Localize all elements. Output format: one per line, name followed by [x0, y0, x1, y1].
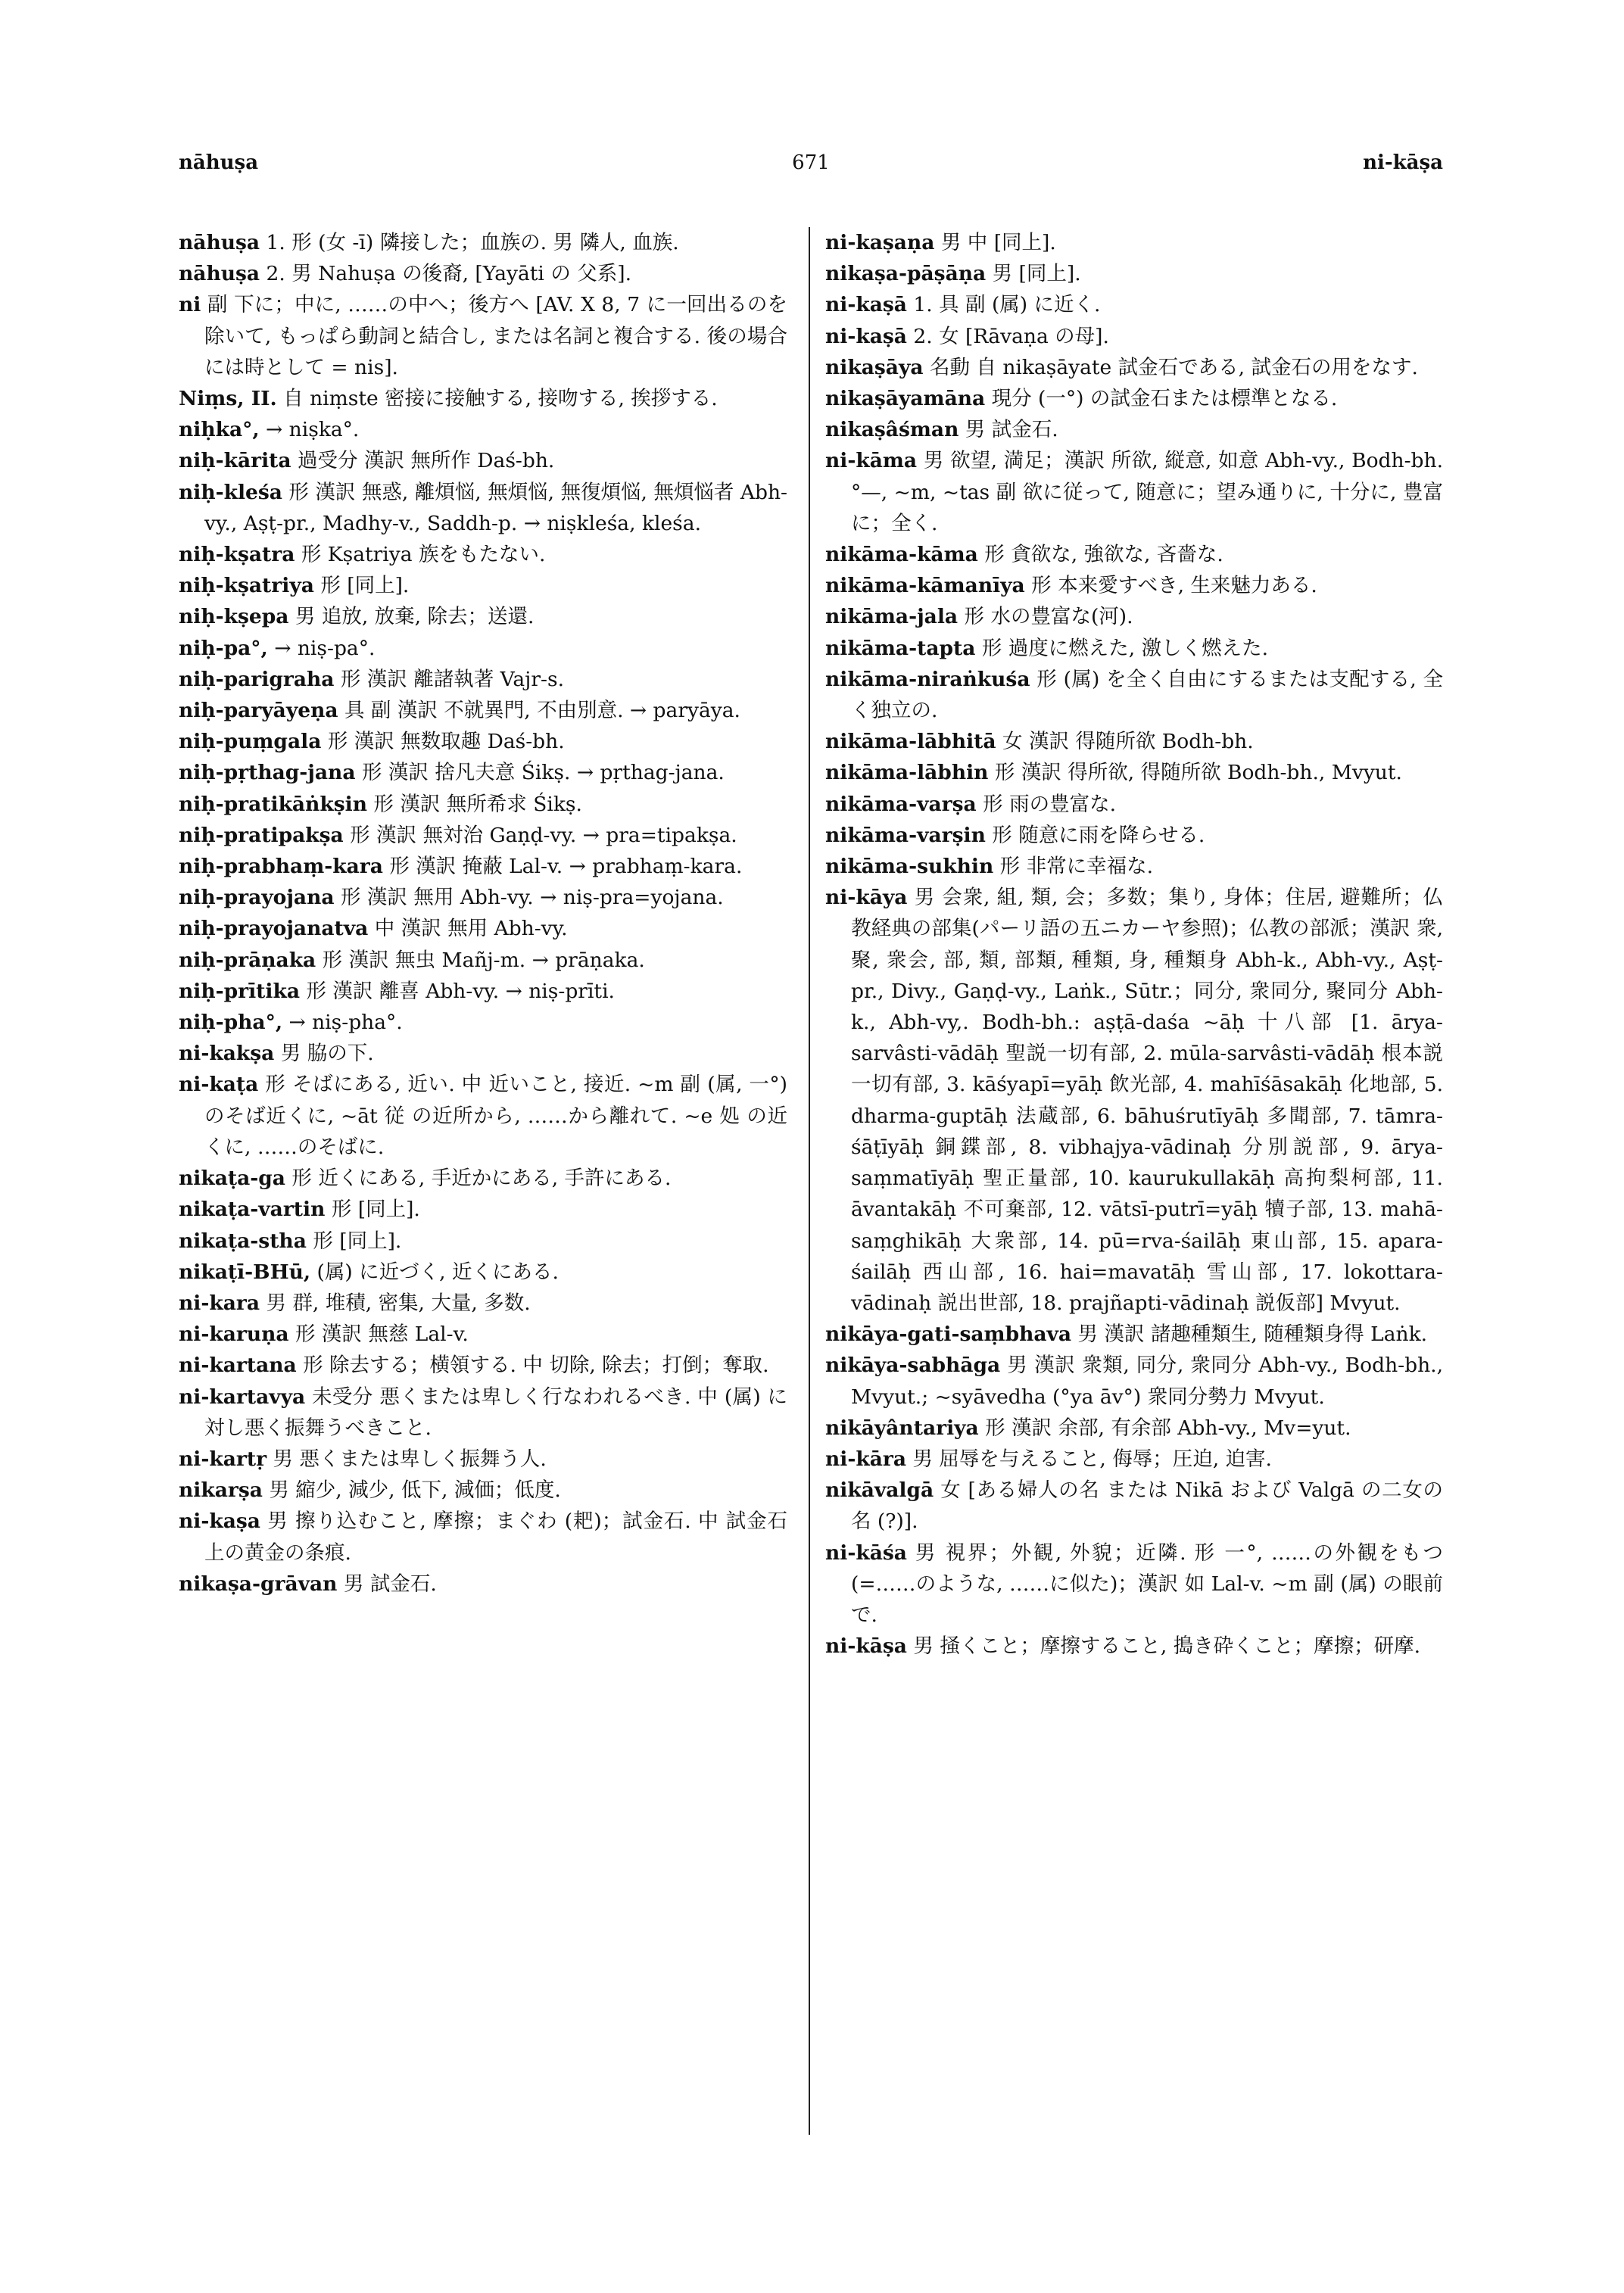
entry-headword: nikaṭa-ga [179, 1167, 285, 1191]
entry-headword: ni-kaṣa [179, 1509, 260, 1534]
entry-headword: niḥ-prāṇaka [179, 948, 316, 972]
entry-definition: 形 水の豊富な(河). [964, 605, 1133, 629]
entry-headword: nikāma-tapta [825, 636, 976, 660]
entry-headword: ni-kāra [825, 1447, 906, 1471]
dictionary-entry [825, 383, 1443, 414]
entry-headword: nikāma-niraṅkuśa [825, 667, 1030, 691]
dictionary-entry [179, 570, 787, 601]
dictionary-entry [825, 1350, 1443, 1412]
dictionary-entry [179, 1163, 787, 1194]
dictionary-entry [179, 1475, 787, 1506]
entry-headword: nikaṭa-stha [179, 1229, 307, 1253]
dictionary-entry [179, 1257, 787, 1288]
entry-headword: nikāyântariya [825, 1416, 979, 1440]
entry-definition: → niṣ-pha°. [288, 1011, 403, 1035]
dictionary-entry [179, 789, 787, 820]
entry-definition: 男 漢訳 諸趣種類生, 随種類身得 Laṅk. [1077, 1323, 1428, 1347]
entry-headword: niḥ-prītika [179, 979, 300, 1003]
dictionary-entry [825, 882, 1443, 1319]
entry-headword: nikāma-kāmanīya [825, 574, 1025, 598]
entry-headword: niḥ-paryāyeṇa [179, 699, 338, 723]
dictionary-entry [825, 1413, 1443, 1444]
dictionary-entry [179, 1194, 787, 1225]
entry-definition: 形 随意に雨を降らせる. [992, 823, 1205, 847]
entry-definition: 男 [同上]. [992, 262, 1081, 286]
entry-definition: 男 擦り込むこと, 摩擦；まぐわ (耙)；試金石. 中 試金石上の黄金の条痕. [204, 1509, 787, 1565]
entry-definition: 形 漢訳 得所欲, 得随所欲 Bodh-bh., Mvyut. [994, 761, 1402, 785]
entry-definition: 男 中 [同上]. [940, 231, 1056, 254]
entry-headword: ni-kara [179, 1291, 260, 1315]
entry-definition: 中 漢訳 無用 Abh-vy. [374, 917, 568, 941]
entry-headword: ni-kāma [825, 449, 918, 473]
dictionary-entry [179, 1069, 787, 1163]
entry-headword: nikaṣâśman [825, 418, 959, 442]
dictionary-entry [825, 539, 1443, 570]
entry-headword: nikaṣa-grāvan [179, 1572, 338, 1596]
entry-headword: ni-kāṣa [825, 1634, 907, 1659]
entry-definition: 形 漢訳 無慈 Lal-v. [295, 1323, 469, 1347]
dictionary-entry [179, 664, 787, 695]
entry-headword: ni-kartṛ [179, 1447, 267, 1471]
entry-definition: 形 漢訳 無用 Abh-vy. → niṣ-pra=yojana. [340, 886, 724, 910]
entry-headword: niḥka°, [179, 418, 260, 442]
dictionary-entry [825, 726, 1443, 757]
entry-definition: 形 近くにある, 手近かにある, 手許にある. [291, 1167, 672, 1191]
entry-headword: ni-kaṭa [179, 1073, 259, 1097]
entry-headword: niḥ-pha°, [179, 1011, 283, 1035]
dictionary-entry [179, 633, 787, 664]
entry-headword: ni-kaṣā [825, 293, 907, 317]
dictionary-entry [179, 1350, 787, 1381]
dictionary-entry [825, 820, 1443, 851]
entry-headword: ni-kāya [825, 886, 908, 910]
dictionary-entry [825, 445, 1443, 539]
dictionary-entry [179, 477, 787, 539]
entry-definition: 男 脇の下. [280, 1042, 374, 1066]
dictionary-entry [179, 726, 787, 757]
dictionary-entry [179, 1007, 787, 1038]
entry-headword: Niṃs, II. [179, 387, 277, 411]
entry-definition: 男 試金石. [965, 418, 1058, 442]
dictionary-entry [179, 383, 787, 414]
entry-definition: 形 [同上]. [331, 1198, 420, 1222]
entry-headword: niḥ-kṣepa [179, 605, 289, 629]
entry-definition: 形 そばにある, 近い. 中 近いこと, 接近. ~m 副 (属, 一°)のそば近くに, ~āt 従 の近所から, ……から離れて. ~e 処 の近くに, ……のそばに. [204, 1073, 787, 1159]
entry-headword: nikāma-kāma [825, 543, 978, 567]
entry-definition: 形 漢訳 余部, 有余部 Abh-vy., Mv=yut. [985, 1416, 1351, 1440]
entry-definition: → niṣka°. [266, 418, 360, 442]
entry-definition: 2. 女 [Rāvaṇa の母]. [913, 324, 1109, 348]
entry-definition: 男 縮少, 減少, 低下, 減価；低度. [269, 1478, 561, 1503]
dictionary-entry [825, 601, 1443, 632]
dictionary-entry [179, 945, 787, 976]
entry-headword: niḥ-prayojana [179, 886, 335, 910]
entry-definition: 現分 (一°) の試金石または標準となる. [991, 387, 1338, 411]
entry-definition: 形 (属) を全く自由にするまたは支配する, 全く独立の. [851, 667, 1443, 723]
dictionary-entry [179, 1288, 787, 1319]
entry-headword: nikāma-varṣin [825, 823, 986, 847]
entry-definition: 形 雨の豊富な. [983, 792, 1116, 816]
entry-headword: niḥ-kārita [179, 449, 291, 473]
entry-headword: ni-karuṇa [179, 1323, 289, 1347]
entry-definition: 形 本来愛すべき, 生来魅力ある. [1031, 574, 1317, 598]
entry-definition: 過受分 漢訳 無所作 Daś-bh. [298, 449, 555, 473]
dictionary-entry [825, 851, 1443, 882]
entry-definition: 形 漢訳 無数取趣 Daś-bh. [327, 730, 565, 754]
dictionary-entry [825, 258, 1443, 289]
entry-headword: ni-kakṣa [179, 1042, 275, 1066]
dictionary-entry [825, 1537, 1443, 1631]
entry-definition: 形 漢訳 無対治 Gaṇḍ-vy. → pra=tipakṣa. [350, 823, 737, 847]
right-column [825, 227, 1443, 1662]
entry-definition: 名動 自 nikaṣāyate 試金石である, 試金石の用をなす. [929, 355, 1418, 379]
entry-definition: 形 漢訳 無虫 Mañj-m. → prāṇaka. [322, 948, 645, 972]
entry-headword: niḥ-pṛthag-jana [179, 761, 356, 785]
entry-definition: 形 過度に燃えた, 激しく燃えた. [981, 636, 1269, 660]
dictionary-entry [825, 789, 1443, 820]
dictionary-entry [179, 1569, 787, 1600]
entry-definition: 副 下に；中に, ……の中へ；後方へ [AV. X 8, 7 に一回出るのを除いて, もっぱら動詞と結合し, または名詞と複合する. 後の場合には時として = nis]. [204, 293, 787, 379]
dictionary-entry [825, 570, 1443, 601]
entry-headword: nikāya-gati-saṃbhava [825, 1323, 1072, 1347]
entry-definition: 2. 男 Nahuṣa の後裔, [Yayāti の 父系]. [266, 262, 631, 286]
entry-definition: 男 視界；外観, 外貌；近隣. 形 一°, ……の外観をもつ (=……のような, ……に似た)；漢訳 如 Lal-v. ~m 副 (属) の眼前で. [851, 1541, 1443, 1627]
entry-headword: niḥ-puṃgala [179, 730, 322, 754]
entry-headword: nikāya-sabhāga [825, 1354, 1001, 1378]
entry-headword: ni-kartana [179, 1354, 297, 1378]
entry-headword: niḥ-prabhaṃ-kara [179, 855, 383, 879]
entry-definition: 男 掻くこと；摩擦すること, 搗き砕くこと；摩擦；研摩. [913, 1634, 1421, 1659]
entry-definition: 形 非常に幸福な. [999, 855, 1154, 879]
dictionary-entry [179, 227, 787, 258]
entry-headword: ni-kaṣā [825, 324, 907, 348]
dictionary-entry [179, 539, 787, 570]
dictionary-entry [179, 601, 787, 632]
entry-definition: 形 貪欲な, 強欲な, 吝嗇な. [984, 543, 1223, 567]
entry-headword: niḥ-pratikāṅkṣin [179, 792, 367, 816]
entry-definition: 男 追放, 放棄, 除去；送還. [295, 605, 535, 629]
entry-headword: niḥ-pratipakṣa [179, 823, 344, 847]
entry-headword: nikāma-lābhitā [825, 730, 996, 754]
entry-headword: nikaṣāyamāna [825, 387, 986, 411]
page-header [179, 151, 1443, 189]
dictionary-entry [179, 258, 787, 289]
dictionary-entry [825, 321, 1443, 352]
dictionary-entry [179, 1038, 787, 1069]
dictionary-entry [179, 289, 787, 383]
dictionary-entry [825, 633, 1443, 664]
entry-headword: nikaṣa-pāṣāṇa [825, 262, 987, 286]
entry-definition: 形 除去する；横領する. 中 切除, 除去；打倒；奪取. [303, 1354, 769, 1378]
dictionary-entry [825, 414, 1443, 445]
column-divider [809, 227, 810, 2135]
entry-headword: nāhuṣa [179, 231, 260, 254]
dictionary-entry [825, 227, 1443, 258]
entry-definition: 具 副 漢訳 不就異門, 不由別意. → paryāya. [344, 699, 740, 723]
entry-definition: 女 漢訳 得随所欲 Bodh-bh. [1002, 730, 1254, 754]
entry-headword: nāhuṣa [179, 262, 260, 286]
entry-definition: 男 悪くまたは卑しく振舞う人. [273, 1447, 547, 1471]
entry-headword: nikaṭī-BHū, [179, 1260, 311, 1284]
entry-headword: nikaṭa-vartin [179, 1198, 326, 1222]
entry-definition: 男 漢訳 衆類, 同分, 衆同分 Abh-vy., Bodh-bh., Mvyut.; ~syāvedha (°ya āv°) 衆同分勢力 Mvyut. [851, 1354, 1443, 1409]
entry-headword: ni [179, 293, 201, 317]
entry-headword: niḥ-prayojanatva [179, 917, 369, 941]
entry-definition: 形 漢訳 掩蔽 Lal-v. → prabhaṃ-kara. [389, 855, 743, 879]
running-head-left: nāhuṣa [179, 151, 259, 174]
dictionary-entry [179, 976, 787, 1007]
dictionary-entry [179, 757, 787, 788]
dictionary-entry [825, 1475, 1443, 1537]
entry-headword: niḥ-parigraha [179, 667, 335, 691]
entry-definition: 1. 形 (女 -ī) 隣接した；血族の. 男 隣人, 血族. [266, 231, 679, 254]
dictionary-entry [179, 851, 787, 882]
dictionary-entry [179, 1444, 787, 1475]
entry-definition: → niṣ-pa°. [274, 636, 376, 660]
dictionary-entry [179, 882, 787, 913]
entry-definition: 形 漢訳 離諸執著 Vajr-s. [340, 667, 565, 691]
entry-headword: nikāvalgā [825, 1478, 934, 1503]
entry-definition: 形 漢訳 離喜 Abh-vy. → niṣ-prīti. [306, 979, 615, 1003]
entry-headword: nikāma-lābhin [825, 761, 989, 785]
dictionary-entry [179, 445, 787, 476]
entry-definition: 形 漢訳 捨凡夫意 Śikṣ. → pṛthag-jana. [361, 761, 725, 785]
entry-definition: 1. 具 副 (属) に近く. [913, 293, 1101, 317]
dictionary-entry [825, 289, 1443, 320]
left-column [179, 227, 787, 1600]
dictionary-entry [825, 664, 1443, 726]
entry-headword: nikaṣāya [825, 355, 924, 379]
entry-headword: ni-kaṣaṇa [825, 231, 935, 254]
dictionary-entry [825, 1444, 1443, 1475]
running-head-right: ni-kāṣa [1363, 151, 1443, 174]
entry-headword: nikāma-jala [825, 605, 959, 629]
entry-definition: 形 [同上]. [313, 1229, 402, 1253]
entry-headword: nikāma-varṣa [825, 792, 977, 816]
entry-definition: 男 群, 堆積, 密集, 大量, 多数. [266, 1291, 531, 1315]
entry-headword: niḥ-kṣatriya [179, 574, 314, 598]
dictionary-entry [179, 820, 787, 851]
entry-headword: ni-kartavya [179, 1385, 306, 1409]
entry-definition: 女 [ある婦人の名 または Nikā および Valgā の二女の名 (?)]. [851, 1478, 1443, 1534]
entry-definition: 男 会衆, 組, 類, 会；多数；集り, 身体；住居, 避難所；仏教経典の部集(パーリ語の五ニカーヤ参照)；仏教の部派；漢訳 衆, 聚, 衆会, 部, 類, 部類, 種類, 身, 種類身 Abh-k., Abh-vy., Aṣṭ-pr., Divy., Gaṇḍ-vy., Laṅk., Sūtr.；同分, 衆同分, 聚同分 Abh-k., Abh-vy,. Bodh-bh.: aṣṭā-daśa ~āḥ 十八部 [1. ārya-sarvâsti-vādāḥ 聖説一切有部, 2. mūla-sarvâsti-vādāḥ 根本説一切有部, 3. kāśyapī=yāḥ 飲光部, 4. mahīśāsakāḥ 化地部, 5. dharma-guptāḥ 法蔵部, 6. bāhuśrutīyāḥ 多聞部, 7. tāmra-śāṭīyāḥ 銅鍱部, 8. vibhajya-vādinaḥ 分別説部, 9. ārya-saṃmatīyāḥ 聖正量部, 10. kaurukullakāḥ 高拘梨柯部, 11. āvantakāḥ 不可棄部, 12. vātsī-putrī=yāḥ 犢子部, 13. mahā-saṃghikāḥ 大衆部, 14. pū=rva-śailāḥ 東山部, 15. apara-śailāḥ 西山部, 16. hai=mavatāḥ 雪山部, 17. lokottara-vādinaḥ 説出世部, 18. prajñapti-vādinaḥ 説仮部] Mvyut. [851, 886, 1443, 1315]
entry-definition: 形 漢訳 無所希求 Śikṣ. [373, 792, 582, 816]
entry-definition: 形 [同上]. [320, 574, 410, 598]
entry-definition: 男 試金石. [343, 1572, 437, 1596]
entry-definition: 男 屈辱を与えること, 侮辱；圧迫, 迫害. [912, 1447, 1272, 1471]
entry-headword: niḥ-kṣatra [179, 543, 295, 567]
entry-headword: nikarṣa [179, 1478, 263, 1503]
dictionary-entry [825, 1319, 1443, 1350]
entry-headword: niḥ-kleśa [179, 480, 282, 504]
dictionary-entry [825, 352, 1443, 383]
dictionary-entry [825, 1631, 1443, 1662]
entry-definition: (属) に近づく, 近くにある. [316, 1260, 559, 1284]
dictionary-entry [825, 757, 1443, 788]
dictionary-entry [179, 1226, 787, 1257]
entry-definition: 形 漢訳 無惑, 離煩悩, 無煩悩, 無復煩悩, 無煩悩者 Abh-vy., Aṣṭ-pr., Madhy-v., Saddh-p. → niṣkleśa, kleśa. [204, 480, 787, 535]
dictionary-entry [179, 695, 787, 726]
dictionary-entry [179, 414, 787, 445]
entry-definition: 形 Kṣatriya 族をもたない. [301, 543, 546, 567]
entry-headword: nikāma-sukhin [825, 855, 994, 879]
entry-definition: 自 niṃste 密接に接触する, 接吻する, 挨拶する. [283, 387, 718, 411]
dictionary-entry [179, 913, 787, 944]
entry-definition: 未受分 悪くまたは卑しく行なわれるべき. 中 (属) に対し悪く振舞うべきこと. [204, 1385, 787, 1440]
dictionary-entry [179, 1382, 787, 1444]
dictionary-entry [179, 1319, 787, 1350]
entry-definition: 男 欲望, 満足；漢訳 所欲, 縦意, 如意 Abh-vy., Bodh-bh. °—, ~m, ~tas 副 欲に従って, 随意に；望み通りに, 十分に, 豊富に；全く. [851, 449, 1443, 535]
entry-headword: ni-kāśa [825, 1541, 907, 1565]
dictionary-entry [179, 1506, 787, 1568]
page-number: 671 [792, 151, 830, 174]
entry-headword: niḥ-pa°, [179, 636, 268, 660]
